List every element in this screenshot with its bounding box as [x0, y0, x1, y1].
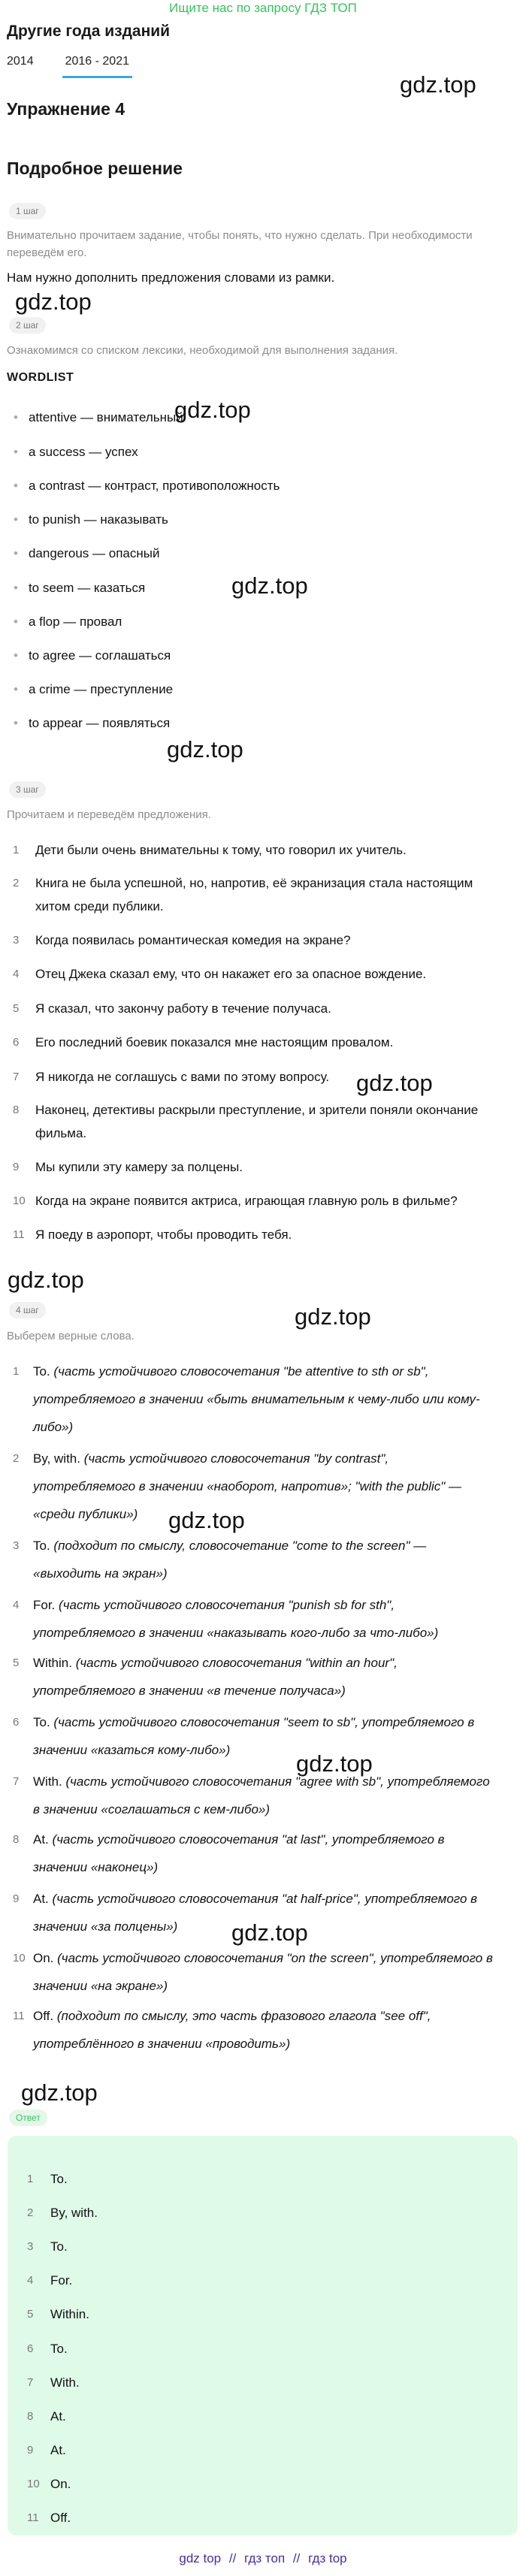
list-item: • a success — успех — [14, 445, 138, 459]
item-number: 1 — [13, 1365, 20, 1378]
item-number: 5 — [13, 1656, 20, 1669]
explanation-line: употребляемого в значении «в течение получаса») — [33, 1684, 346, 1698]
explanation-line: значении «наконец») — [33, 1860, 159, 1874]
task-text: Нам нужно дополнить предложения словами из рамки. — [7, 270, 335, 285]
explanation-line: «выходить на экран») — [33, 1566, 168, 1581]
promo-link[interactable]: Ищите нас по запросу ГДЗ ТОП — [169, 1, 357, 15]
item-number: 9 — [13, 1892, 20, 1905]
explanation-line: On. (часть устойчивого словосочетания "on the screen", употребляемого в — [33, 1951, 493, 1965]
answer-value: For. — [50, 2273, 73, 2288]
explanation-line: To. (часть устойчивого словосочетания "seem to sb", употребляемого в — [33, 1715, 475, 1729]
answer-number: 1 — [27, 2173, 34, 2185]
sentence-line: Я сказал, что закончу работу в течение получаса. — [35, 1001, 331, 1016]
footer-separator: // — [292, 2551, 301, 2565]
answer-number: 8 — [27, 2410, 34, 2423]
item-number: 7 — [13, 1071, 20, 1083]
list-item: • to punish — наказывать — [14, 512, 168, 527]
exercise-title: Упражнение 4 — [7, 99, 125, 119]
item-number: 11 — [13, 1228, 25, 1241]
answer-value: At. — [50, 2409, 66, 2423]
explanation-line: To. (часть устойчивого словосочетания "be attentive to sth or sb", — [33, 1364, 429, 1379]
step-badge: 2 шаг — [9, 317, 46, 334]
other-years-title: Другие года изданий — [7, 23, 171, 40]
explanation-line: употребляемого в значении «наоборот, напротив»; "with the public" — — [33, 1479, 462, 1493]
sentence-line: Когда на экране появится актриса, играющая главную роль в фильме? — [35, 1194, 458, 1208]
footer-links — [0, 2550, 526, 2568]
explanation-line: At. (часть устойчивого словосочетания "at last", употребляемого в — [33, 1832, 445, 1847]
answer-number: 10 — [27, 2478, 40, 2490]
sentence-line: Наконец, детективы раскрыли преступление, и зрители поняли окончание — [35, 1103, 479, 1117]
watermark: gdz.top — [295, 1303, 371, 1330]
step-badge: 4 шаг — [9, 1302, 46, 1318]
item-number: 8 — [13, 1833, 20, 1846]
answer-value: At. — [50, 2443, 66, 2457]
sentence-line: Я никогда не соглашусь с вами по этому вопросу. — [35, 1070, 330, 1084]
item-number: 3 — [13, 934, 20, 947]
wordlist-title: WORDLIST — [7, 371, 74, 384]
answer-value: To. — [50, 2172, 68, 2186]
item-number: 5 — [13, 1002, 20, 1015]
list-item: • a crime — преступление — [14, 682, 174, 696]
watermark: gdz.top — [21, 2079, 98, 2106]
step-text: Выберем верные слова. — [7, 1330, 135, 1342]
sentence-line: Отец Джека сказал ему, что он накажет его за опасное вождение. — [35, 967, 427, 981]
sentence-line: Книга не была успешной, но, напротив, её экранизация стала настоящим — [35, 876, 473, 890]
answer-number: 5 — [27, 2308, 34, 2321]
item-number: 6 — [13, 1036, 20, 1049]
answer-number: 6 — [27, 2342, 34, 2355]
list-item: • attentive — внимательный — [14, 410, 183, 424]
item-number: 7 — [13, 1775, 20, 1788]
answer-value: With. — [50, 2375, 80, 2390]
explanation-line: To. (подходит по смыслу, словосочетание "come to the screen" — — [33, 1539, 427, 1553]
explanation-line: употребляемого в значении «быть внимательным к чему-либо или кому- — [33, 1392, 480, 1406]
step-badge: 1 шаг — [9, 203, 46, 219]
item-number: 1 — [13, 844, 20, 856]
watermark: gdz.top — [296, 1750, 373, 1777]
explanation-line: At. (часть устойчивого словосочетания "at half-price", употребляемого в — [33, 1892, 478, 1906]
explanation-line: употреблённого в значении «проводить») — [33, 2037, 291, 2051]
answer-box — [8, 2136, 518, 2535]
footer-link[interactable]: гдз топ — [244, 2551, 286, 2565]
years-tabs — [7, 53, 161, 78]
footer-link[interactable]: gdz top — [179, 2551, 222, 2565]
item-number: 2 — [13, 877, 20, 889]
answer-value: Off. — [50, 2511, 71, 2525]
explanation-line: значении «на экране») — [33, 1979, 168, 1993]
sentence-line: Дети были очень внимательны к тому, что говорил их учитель. — [35, 843, 407, 857]
item-number: 10 — [13, 1952, 26, 1964]
answer-number: 4 — [27, 2274, 34, 2287]
answer-number: 7 — [27, 2376, 34, 2389]
step-text: переведём его. — [7, 246, 87, 259]
footer-link[interactable]: гдз top — [308, 2551, 347, 2565]
explanation-line: «среди публики») — [33, 1507, 138, 1521]
sentence-line: Когда появилась романтическая комедия на экране? — [35, 933, 351, 947]
explanation-line: либо») — [33, 1420, 74, 1434]
year-tab-2016-2021[interactable]: 2016 - 2021 — [62, 53, 132, 78]
step-badge: 3 шаг — [9, 781, 46, 798]
answer-value: On. — [50, 2477, 71, 2491]
watermark: gdz.top — [167, 736, 243, 763]
item-number: 9 — [13, 1161, 20, 1173]
step-text: Ознакомимся со списком лексики, необходимой для выполнения задания. — [7, 344, 398, 357]
answer-value: Within. — [50, 2307, 89, 2321]
solution-title: Подробное решение — [7, 159, 183, 178]
list-item: • to agree — соглашаться — [14, 648, 171, 663]
answer-badge: Ответ — [9, 2109, 47, 2126]
answer-number: 3 — [27, 2240, 34, 2253]
answer-value: To. — [50, 2239, 68, 2254]
item-number: 4 — [13, 968, 20, 980]
explanation-line: Within. (часть устойчивого словосочетания "within an hour", — [33, 1656, 398, 1670]
sentence-line: хитом среди публики. — [35, 899, 164, 914]
item-number: 10 — [13, 1194, 26, 1207]
list-item: • to appear — появляться — [14, 716, 171, 730]
explanation-line: в значении «соглашаться с кем-либо») — [33, 1802, 271, 1816]
sentence-line: Я поеду в аэропорт, чтобы проводить тебя. — [35, 1228, 292, 1242]
watermark: gdz.top — [231, 1919, 308, 1946]
list-item: • a contrast — контраст, противоположность — [14, 479, 280, 493]
answer-value: To. — [50, 2342, 68, 2356]
sentence-line: фильма. — [35, 1126, 87, 1140]
answer-number: 2 — [27, 2206, 34, 2219]
watermark: gdz.top — [231, 572, 308, 599]
list-item: • to seem — казаться — [14, 581, 146, 595]
explanation-line: употребляемого в значении «наказывать кого-либо за что-либо») — [33, 1626, 439, 1640]
item-number: 4 — [13, 1599, 20, 1611]
answer-number: 11 — [27, 2511, 39, 2524]
explanation-line: значении «казаться кому-либо») — [33, 1743, 231, 1757]
explanation-line: For. (часть устойчивого словосочетания "punish sb for sth", — [33, 1598, 395, 1612]
item-number: 6 — [13, 1716, 20, 1729]
answer-value: By, with. — [50, 2206, 98, 2220]
footer-separator: // — [228, 2551, 237, 2565]
item-number: 8 — [13, 1104, 20, 1116]
watermark: gdz.top — [168, 1507, 245, 1533]
item-number: 2 — [13, 1452, 20, 1465]
watermark: gdz.top — [174, 397, 251, 423]
watermark: gdz.top — [400, 71, 476, 98]
explanation-line: With. (часть устойчивого словосочетания "agree with sb", употребляемого — [33, 1774, 490, 1789]
watermark: gdz.top — [15, 288, 92, 315]
item-number: 3 — [13, 1539, 20, 1552]
answer-number: 9 — [27, 2444, 34, 2457]
sentence-line: Мы купили эту камеру за полцены. — [35, 1160, 243, 1174]
explanation-line: By, with. (часть устойчивого словосочетания "by contrast", — [33, 1451, 389, 1466]
explanation-line: Off. (подходит по смыслу, это часть фразового глагола "see off", — [33, 2009, 431, 2023]
item-number: 11 — [13, 2010, 25, 2022]
watermark: gdz.top — [8, 1267, 84, 1293]
step-text: Внимательно прочитаем задание, чтобы понять, что нужно сделать. При необходимости — [7, 229, 473, 242]
sentence-line: Его последний боевик показался мне настоящим провалом. — [35, 1035, 394, 1049]
year-tab-2014[interactable]: 2014 — [7, 55, 34, 68]
list-item: • dangerous — опасный — [14, 546, 160, 560]
explanation-line: значении «за полцены») — [33, 1919, 178, 1934]
step-text: Прочитаем и переведём предложения. — [7, 808, 211, 821]
list-item: • a flop — провал — [14, 615, 122, 629]
watermark: gdz.top — [356, 1070, 433, 1096]
